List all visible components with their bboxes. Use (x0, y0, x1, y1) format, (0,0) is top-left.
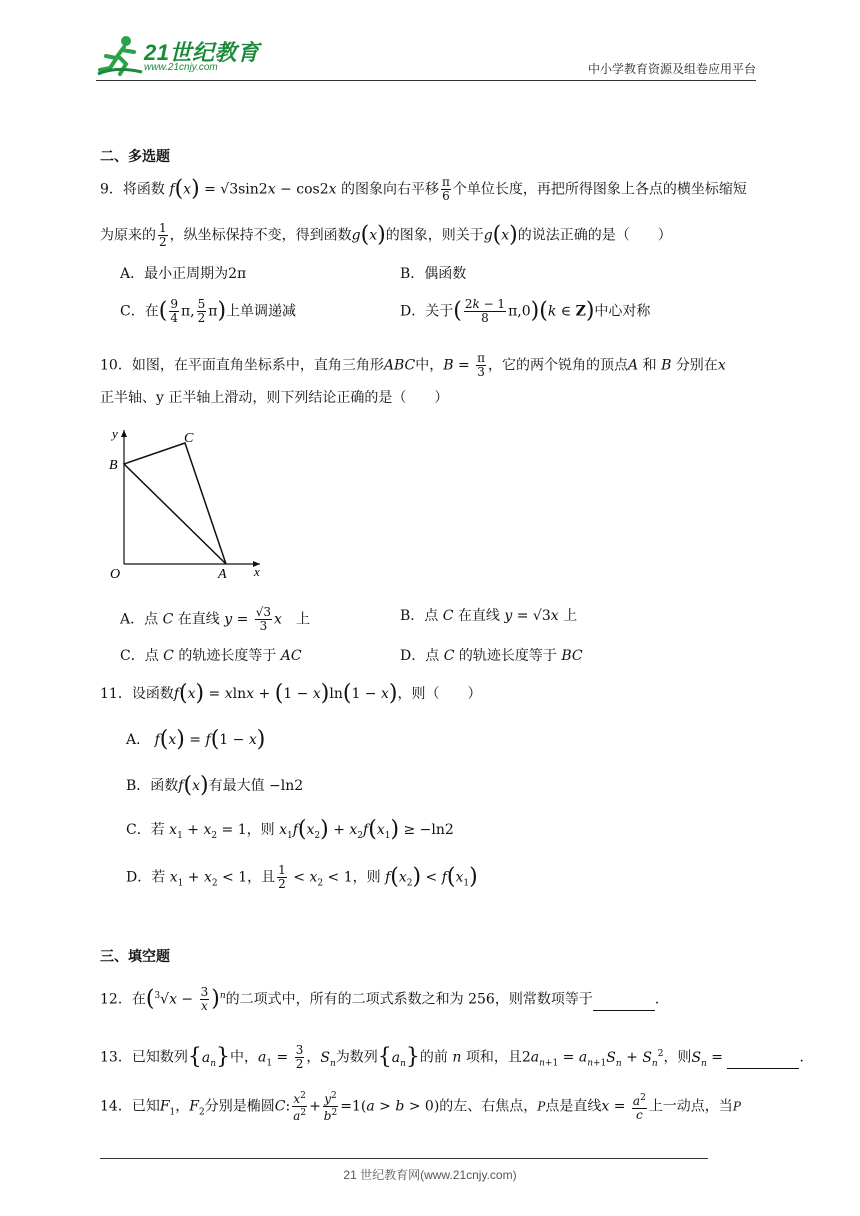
q9-option-c-text: 上单调递减 (226, 303, 297, 320)
q9-number: 9． (100, 181, 123, 198)
q10-text: 如图，在平面直角坐标系中，直角三角形 (131, 357, 384, 374)
q9-option-c-label: C．在 (120, 303, 159, 320)
q9-option-d-label: D．关于 (400, 303, 454, 320)
section-title-multi: 二、多选题 (100, 148, 170, 164)
q10-option-d-text: 的轨迹长度等于 (458, 648, 557, 664)
q12-number: 12． (100, 991, 132, 1008)
q11-option-a: A． f(x) = f(1 − x) (126, 727, 266, 752)
q12-stem: 12．在($^3$√x − $\frac{3}{x}$ )$^n$的二项式中，所有的二项式系数之和为 256，则常数项等于 ． (100, 985, 669, 1014)
q10-text: ，它的两个锐角的顶点 (488, 357, 629, 374)
q12-answer-blank[interactable] (593, 990, 655, 1011)
q14-text: ， (175, 1098, 190, 1115)
q11-number: 11． (100, 686, 132, 702)
q9-option-c: C．在( $\frac{9}{4}$ π, $\frac{5}{2}$ π)上单调递减 (120, 297, 297, 325)
q9-text: 将函数 (122, 181, 165, 198)
platform-name: 中小学教育资源及组卷应用平台 (587, 62, 756, 76)
q10-option-d: D．点 C 的轨迹长度等于 BC (400, 648, 583, 664)
x-label: x (254, 564, 260, 579)
q13-text: 中， (229, 1049, 258, 1066)
q11-option-c-text: ，则 (246, 822, 275, 838)
q10-option-a: A．点 C 在直线 y = $\frac{√3}{3}$ x 上 (120, 605, 310, 633)
q11-stem: 11．设函数f(x) = xlnx + (1 − x)ln(1 − x)，则（ ） (100, 681, 482, 706)
q10-option-c: C．点 C 的轨迹长度等于 AC (120, 648, 302, 664)
q11-text: 设函数 (131, 686, 174, 702)
q11-option-b: B．函数f(x)有最大值 −ln2 (126, 773, 304, 798)
q9-line1: 9．将函数 f(x) = √3sin2x − cos2x 的图象向右平移 $\frac{\pi}{6}$ 个单位长度，再把所得图象上各点的横坐标缩短 (100, 175, 747, 203)
q11-option-d-label: D．若 (126, 869, 166, 886)
q9-option-d: D．关于( $\frac{2k - 1}{8}$ π,0)(k ∈ Z)中心对称 (400, 297, 651, 325)
q9-text: 的图象，则关于 (385, 227, 484, 244)
q10-number: 10． (100, 357, 132, 374)
coordinate-diagram (100, 424, 280, 584)
q9-option-d-text: 中心对称 (594, 303, 651, 320)
q10-line1: 10．如图，在平面直角坐标系中，直角三角形ABC中，B = $\frac{\pi}{3}$ ，它的两个锐角的顶点A 和 B 分别在x (100, 351, 726, 379)
q11-option-d-text: ，且 (247, 869, 276, 886)
q13-text: ， (306, 1049, 321, 1066)
q14-text: 分别是椭圆 (204, 1098, 275, 1115)
q13-stem: 13．已知数列$\{a_n\}$中，$a_1$ = $\frac{3}{2}$ ，$S_n$为数列$\{a_n\}$的前 n 项和，且$2a_{n+1} = a_{n+1}S_n + S_n^2$，则$S_n$ = ． (100, 1043, 814, 1072)
logo-url: www.21cnjy.com (144, 62, 218, 73)
triangle-abc (124, 443, 226, 564)
q10-text: 中， (415, 357, 444, 374)
q14-text: 的左、右焦点， (439, 1098, 538, 1115)
q14-text: 上一动点，当 (648, 1098, 733, 1115)
point-a-label: A (218, 567, 227, 582)
q10-option-a-label: A．点 (120, 611, 159, 628)
q11-option-d: D．若 $x_1 + x_2 < 1$，且 $\frac{1}{2}$ < $x_2 < 1$，则 $f(x_2) < f(x_1)$ (126, 863, 478, 891)
footer-text: 21 世纪教育网(www.21cnjy.com) (343, 1168, 517, 1182)
q9-text: 为原来的 (100, 227, 156, 244)
q9-text: 的图象向右平移 (340, 181, 439, 198)
q14-text: 点是直线 (545, 1098, 602, 1115)
q11-option-d-text2: ，则 (352, 869, 381, 886)
q10-option-b-text2: 上 (563, 608, 578, 624)
point-b-label: B (109, 458, 118, 473)
q9-text: 的说法正确的是（ ） (517, 227, 672, 244)
q13-end: ． (799, 1049, 814, 1066)
q11-option-c-label: C．若 (126, 822, 165, 838)
q10-option-b-label: B．点 (400, 608, 439, 624)
q9-option-b: B．偶函数 (400, 266, 467, 282)
q13-text: 已知数列 (131, 1049, 188, 1066)
logo-text: 21世纪教育 (144, 40, 260, 65)
q13-number: 13． (100, 1049, 132, 1066)
q10-line2: 正半轴、y 正半轴上滑动，则下列结论正确的是（ ） (100, 390, 449, 406)
q11-text: ，则（ ） (397, 686, 482, 702)
q11-option-c: C．若 $x_1 + x_2 = 1$，则 $x_1f(x_2) + x_2f(x_1) \ge -\ln 2$ (126, 817, 454, 842)
q13-text: 项和，且 (465, 1049, 522, 1066)
q13-text: 为数列 (335, 1049, 378, 1066)
q10-option-a-text: 在直线 (177, 611, 220, 628)
q14-stem: 14．已知$F_1$，$F_2$分别是椭圆C: $\frac{x^2}{a^2}$ + $\frac{y^2}{b^2}$ =1(a > b > 0)的左、右焦点，P点是直线x = $\frac{a^2}{c}$ 上一动点，当P (100, 1091, 741, 1123)
q13-text: 的前 (419, 1049, 448, 1066)
q10-option-c-text: 的轨迹长度等于 (178, 648, 277, 664)
q10-text: 和 (642, 357, 657, 374)
q12-end: ． (654, 991, 669, 1008)
section-title-fill: 三、填空题 (100, 948, 170, 964)
q9-text: 个单位长度，再把所得图象上各点的横坐标缩短 (452, 181, 747, 198)
header-divider (96, 80, 756, 81)
y-label: y (112, 426, 118, 441)
q10-option-b: B．点 C 在直线 y = √3x 上 (400, 608, 578, 624)
runner-logo-icon (96, 34, 146, 78)
q10-text: 分别在 (675, 357, 718, 374)
q10-option-a-text2: 上 (295, 611, 310, 628)
origin-label: O (110, 567, 121, 582)
site-logo (96, 34, 266, 80)
q9-line2: 为原来的 $\frac{1}{2}$ ，纵坐标保持不变，得到函数g(x)的图象，则关于g(x)的说法正确的是（ ） (100, 221, 672, 249)
q11-option-a-label: A． (126, 732, 151, 748)
q14-number: 14． (100, 1098, 132, 1115)
q12-text: 在 (131, 991, 146, 1008)
q9-option-a: A．最小正周期为2π (120, 266, 247, 282)
q10-option-d-label: D．点 (400, 648, 440, 664)
footer-divider (100, 1158, 708, 1159)
q10-option-c-label: C．点 (120, 648, 159, 664)
q11-option-b-label: B．函数 (126, 778, 179, 794)
q14-text: 已知 (131, 1098, 160, 1115)
q10-option-b-text: 在直线 (457, 608, 500, 624)
q11-option-b-text: 有最大值 −ln2 (208, 778, 304, 794)
q13-answer-blank[interactable] (727, 1048, 799, 1069)
q12-text: 的二项式中，所有的二项式系数之和为 256，则常数项等于 (225, 991, 593, 1008)
point-c-label: C (184, 431, 194, 446)
q9-text: ，纵坐标保持不变，得到函数 (169, 227, 352, 244)
q13-text: ，则 (663, 1049, 692, 1066)
